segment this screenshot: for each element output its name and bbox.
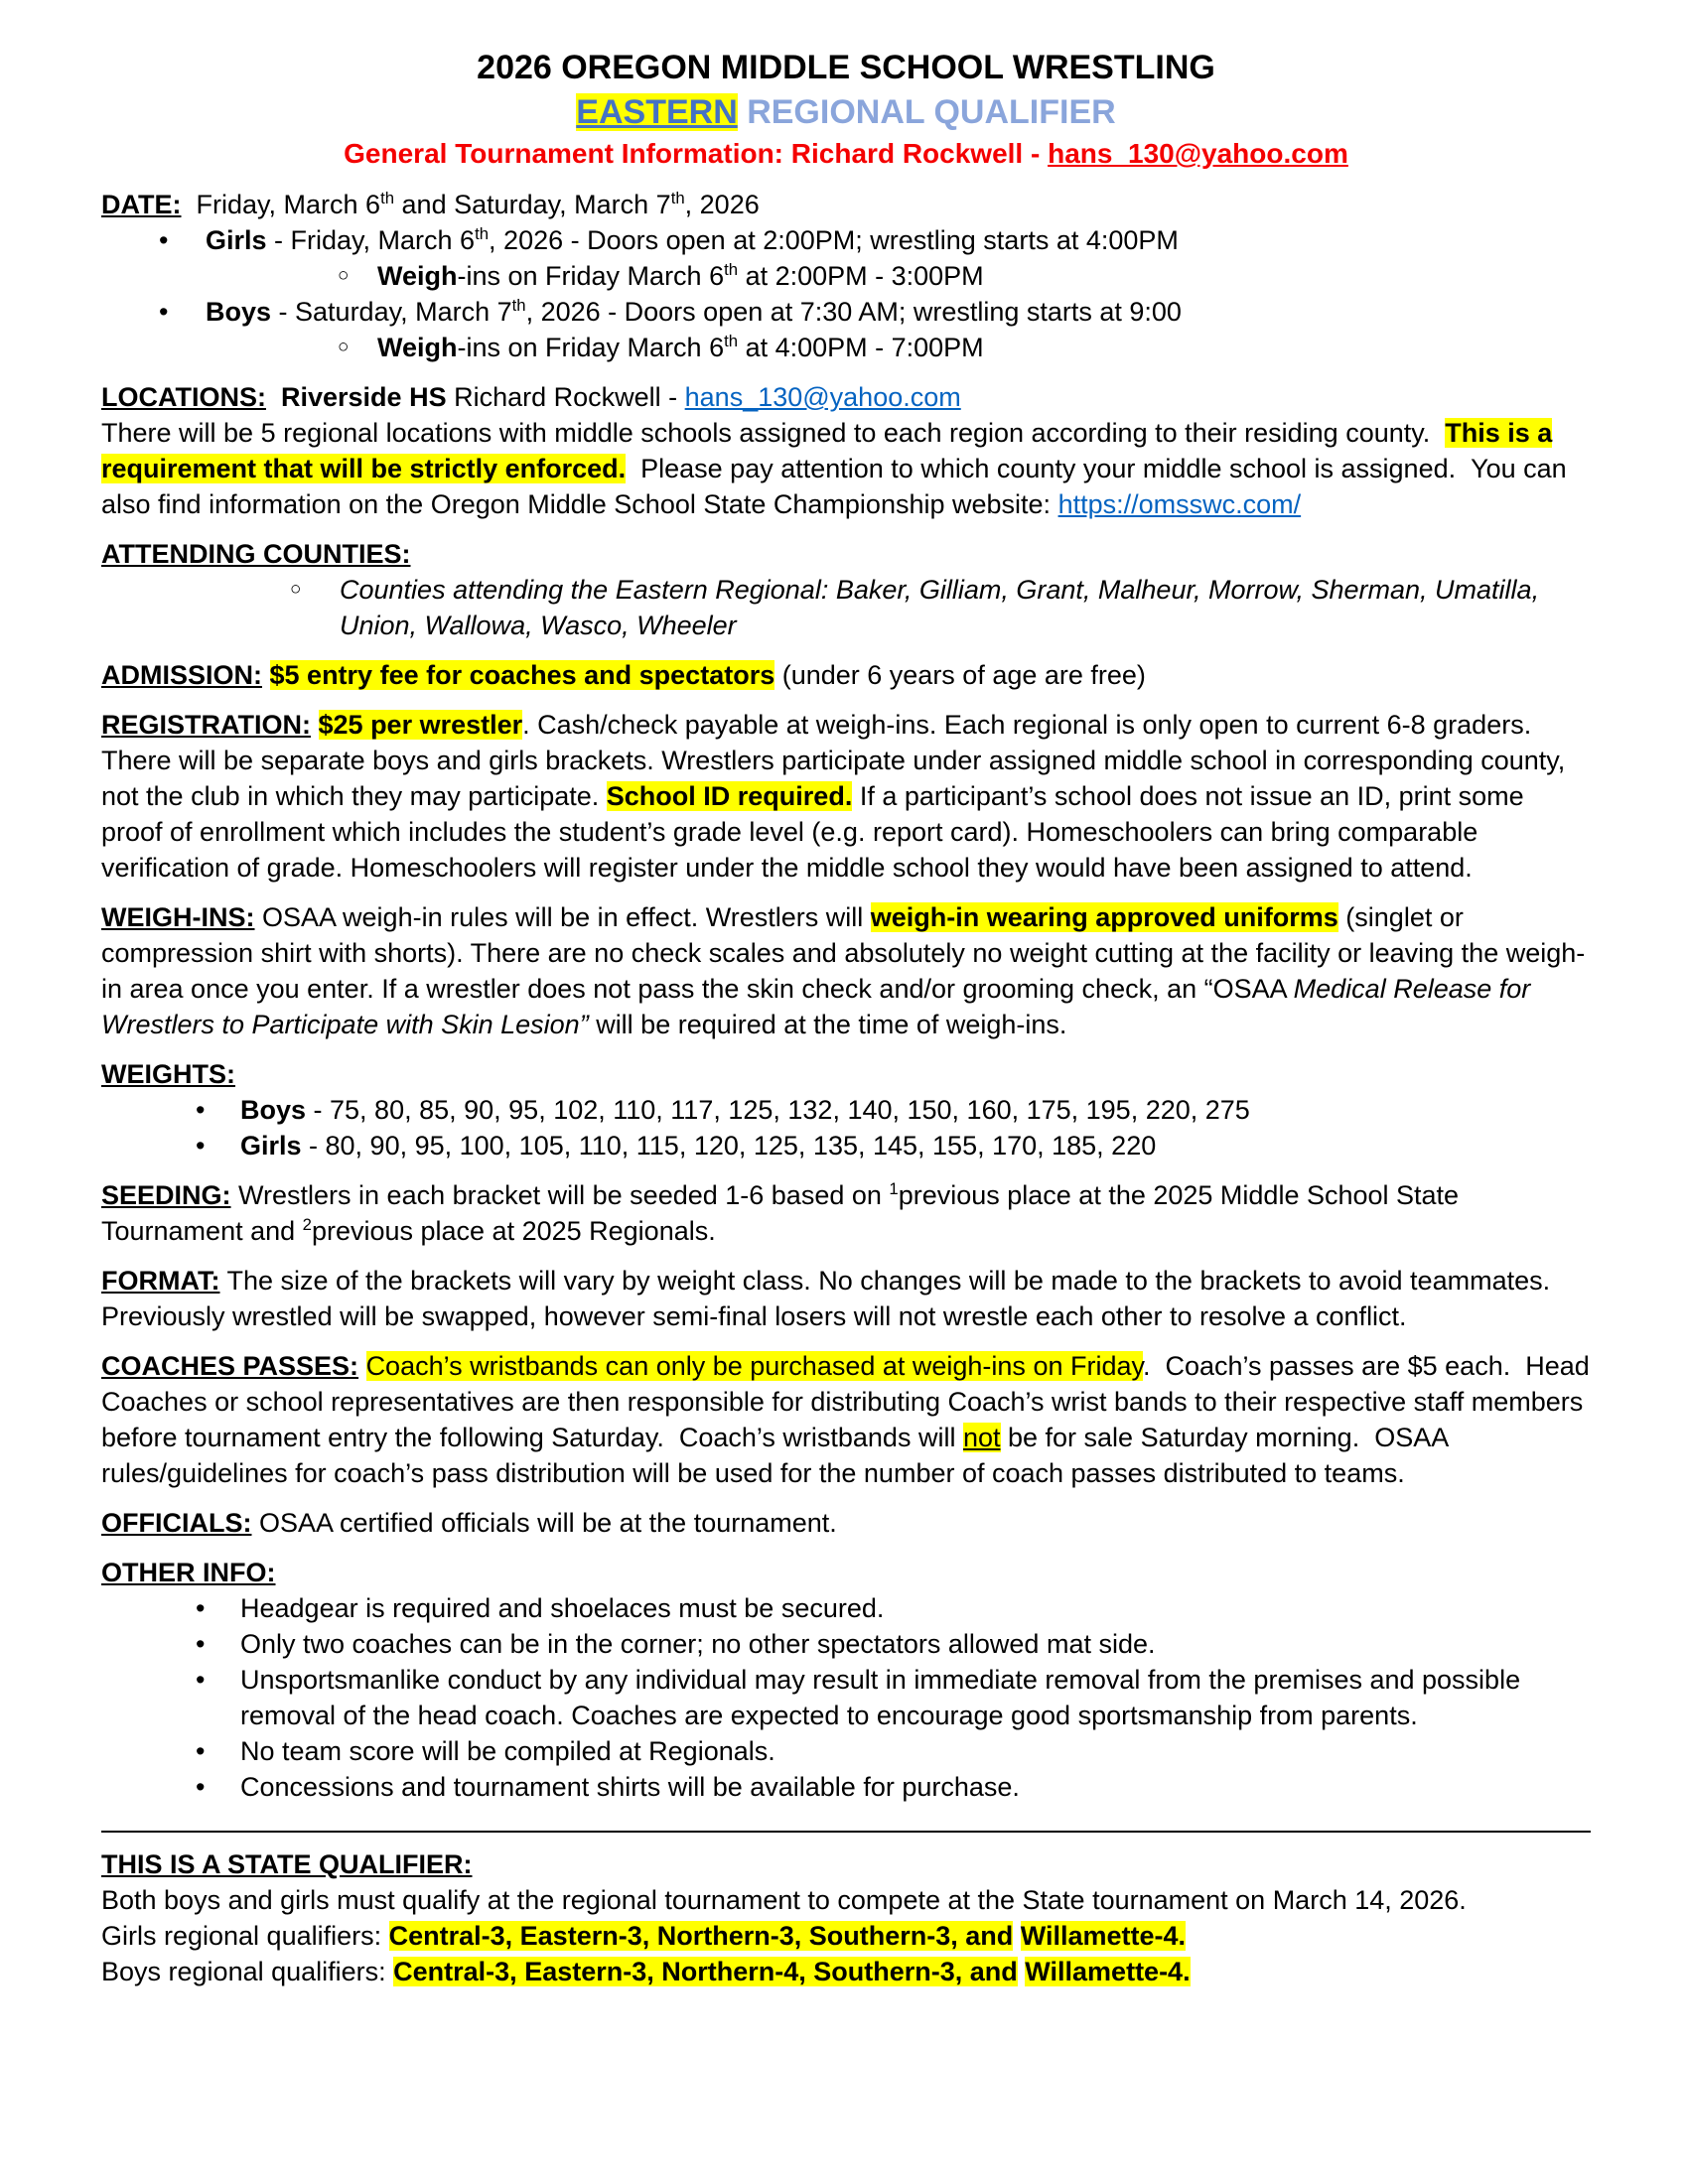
document-body: [101, 187, 1591, 1989]
text-segment: Medical Release for Wrestlers to Participate with Skin Lesion”: [101, 974, 1531, 1039]
text-segment: . Coach’s passes are $5 each. Head Coaches or school representatives are then responsible for distributing Coach’s wrist bands to their respective staff members before tournament entry the following Saturday. Coach’s wristbands will: [101, 1351, 1590, 1452]
locations-email-link[interactable]: hans_130@yahoo.com: [684, 382, 961, 412]
locations-paragraph: [101, 379, 1591, 415]
disc-bullet-icon: •: [196, 1629, 206, 1659]
tournament-info-contact: [101, 135, 1591, 173]
bullet-text: [377, 258, 1591, 294]
state-qualifier-heading: [101, 1846, 1591, 1882]
text-segment: [1013, 1921, 1021, 1951]
text-segment: WEIGHTS:: [101, 1059, 235, 1089]
text-segment: not: [962, 1423, 1001, 1452]
text-segment: Girls: [206, 225, 267, 255]
state-qualifier-paragraph: [101, 1882, 1591, 1918]
admission-paragraph: [101, 657, 1591, 693]
bullet-text: [240, 1128, 1591, 1163]
text-segment: Weigh: [377, 333, 458, 362]
text-segment: If a participant’s school does not issue an ID, print some proof of enrollment which includes the student’s grade level (e.g. report card). Homeschoolers can bring comparable verification of grade. Homeschoolers will register under the middle school they would have been assigned to attend.: [101, 781, 1524, 883]
text-segment: , 2026: [684, 190, 760, 219]
text-segment: WEIGH-INS:: [101, 902, 255, 932]
disc-bullet-icon: •: [196, 1095, 206, 1125]
text-segment: Headgear is required and shoelaces must be secured.: [240, 1593, 885, 1623]
other-info-heading: [101, 1555, 1591, 1590]
text-segment: THIS IS A STATE QUALIFIER:: [101, 1849, 473, 1879]
text-segment: previous place at the 2025 Middle School State Tournament and: [101, 1180, 1460, 1246]
text-segment: (singlet or compression shirt with shorts). There are no check scales and absolutely no weight cutting at the facility or leaving the weigh-in area once you enter. If a wrestler does not pass the skin check and/or grooming check, an “OSAA: [101, 902, 1586, 1004]
girls-qualifiers-paragraph: [101, 1918, 1591, 1954]
text-segment: - 75, 80, 85, 90, 95, 102, 110, 117, 125, 132, 140, 150, 160, 175, 195, 220, 275: [306, 1095, 1250, 1125]
officials-paragraph: [101, 1505, 1591, 1541]
text-segment: 2: [302, 1215, 312, 1234]
girls-weights-bullet: [101, 1128, 1591, 1163]
text-segment: This is a requirement that will be strictly enforced.: [101, 418, 1553, 483]
bullet-text: [377, 330, 1591, 365]
text-segment: Wrestlers in each bracket will be seeded 1-6 based on: [230, 1180, 890, 1210]
circle-bullet-icon: ○: [338, 265, 350, 286]
bullet-text: [240, 1590, 1591, 1626]
registration-paragraph: [101, 707, 1591, 886]
text-segment: OTHER INFO:: [101, 1558, 276, 1587]
bullet-text: [240, 1092, 1591, 1128]
circle-bullet-icon: ○: [290, 579, 302, 600]
header-email-link[interactable]: hans_130@yahoo.com: [1048, 138, 1348, 169]
text-segment: ADMISSION:: [101, 660, 262, 690]
text-segment: Willamette-4.: [1025, 1957, 1191, 1986]
text-segment: , 2026 - Doors open at 2:00PM; wrestling starts at 4:00PM: [489, 225, 1179, 255]
text-segment: Willamette-4.: [1020, 1921, 1187, 1951]
disc-bullet-icon: •: [196, 1736, 206, 1766]
weighins-paragraph: [101, 899, 1591, 1042]
disc-bullet-icon: •: [159, 225, 169, 255]
text-segment: COACHES PASSES:: [101, 1351, 359, 1381]
boys-qualifiers-paragraph: [101, 1954, 1591, 1989]
other-info-bullet: [101, 1733, 1591, 1769]
other-info-bullet: [101, 1769, 1591, 1805]
text-segment: Girls regional qualifiers:: [101, 1921, 389, 1951]
regional-qualifier-title: [101, 89, 1591, 135]
format-paragraph: [101, 1263, 1591, 1334]
bullet-text: [240, 1626, 1591, 1662]
page-title: [101, 46, 1591, 89]
text-segment: (under 6 years of age are free): [774, 660, 1146, 690]
text-segment: Weigh: [377, 261, 458, 291]
text-segment: Central-3, Eastern-3, Northern-3, Southern-3, and: [388, 1921, 1014, 1951]
text-segment: LOCATIONS:: [101, 382, 266, 412]
text-segment: [266, 382, 281, 412]
text-segment: Richard Rockwell -: [446, 382, 685, 412]
text-segment: th: [724, 260, 739, 279]
text-segment: Both boys and girls must qualify at the regional tournament to compete at the State tournament on March 14, 2026.: [101, 1885, 1467, 1915]
disc-bullet-icon: •: [196, 1772, 206, 1802]
text-segment: There will be 5 regional locations with middle schools assigned to each region according to their residing county.: [101, 418, 1446, 448]
text-segment: , 2026 - Doors open at 7:30 AM; wrestling starts at 9:00: [525, 297, 1182, 327]
text-segment: REGIONAL QUALIFIER: [747, 93, 1116, 131]
date-paragraph: [101, 187, 1591, 222]
bullet-text: [206, 222, 1591, 258]
divider-line: [101, 1831, 1591, 1833]
text-segment: Unsportsmanlike conduct by any individual may result in immediate removal from the premises and possible removal of the head coach. Coaches are expected to encourage good sportsmanship from parents.: [240, 1665, 1521, 1730]
text-segment: -ins on Friday March 6: [457, 261, 725, 291]
text-segment: EASTERN: [576, 93, 738, 131]
bullet-text: [340, 572, 1591, 643]
text-segment: 1: [889, 1179, 899, 1198]
text-segment: Central-3, Eastern-3, Northern-4, Southern-3, and: [393, 1957, 1018, 1986]
text-segment: Boys: [206, 297, 272, 327]
text-segment: Friday, March 6: [181, 190, 381, 219]
coaches-passes-paragraph: [101, 1348, 1591, 1491]
disc-bullet-icon: •: [196, 1665, 206, 1695]
text-segment: Coach’s wristbands can only be purchased at weigh-ins on Friday: [365, 1351, 1143, 1381]
girls-weighins-bullet: [101, 258, 1591, 294]
text-segment: at 4:00PM - 7:00PM: [738, 333, 984, 362]
text-segment: Girls: [240, 1131, 302, 1160]
other-info-bullet: [101, 1662, 1591, 1733]
text-segment: [262, 660, 270, 690]
text-segment: OSAA weigh-in rules will be in effect. Wrestlers will: [254, 902, 871, 932]
text-segment: - Saturday, March 7: [271, 297, 512, 327]
bullet-text: [240, 1662, 1591, 1733]
text-segment: th: [511, 296, 526, 315]
other-info-bullet: [101, 1626, 1591, 1662]
girls-date-bullet: [101, 222, 1591, 258]
text-segment: Boys: [240, 1095, 307, 1125]
boys-weighins-bullet: [101, 330, 1591, 365]
text-segment: SEEDING:: [101, 1180, 231, 1210]
text-segment: [738, 93, 747, 131]
text-segment: OSAA certified officials will be at the tournament.: [251, 1508, 837, 1538]
locations-detail-paragraph: [101, 415, 1591, 522]
text-segment: th: [670, 189, 685, 207]
boys-date-bullet: [101, 294, 1591, 330]
counties-bullet: [101, 572, 1591, 643]
disc-bullet-icon: •: [196, 1131, 206, 1160]
championship-website-link[interactable]: https://omsswc.com/: [1057, 489, 1302, 519]
bullet-text: [206, 294, 1591, 330]
text-segment: Counties attending the Eastern Regional: Baker, Gilliam, Grant, Malheur, Morrow, Sherman, Umatilla, Union, Wallowa, Wasco, Wheeler: [340, 575, 1540, 640]
weights-heading: [101, 1056, 1591, 1092]
seeding-paragraph: [101, 1177, 1591, 1249]
text-segment: - Friday, March 6: [266, 225, 476, 255]
text-segment: [311, 710, 319, 740]
text-segment: [358, 1351, 366, 1381]
bullet-text: [240, 1733, 1591, 1769]
boys-weights-bullet: [101, 1092, 1591, 1128]
text-segment: Richard Rockwell -: [783, 138, 1049, 169]
bullet-text: [240, 1769, 1591, 1805]
text-segment: School ID required.: [606, 781, 853, 811]
text-segment: DATE:: [101, 190, 182, 219]
text-segment: Please pay attention to which county your middle school is assigned. You can also find information on the Oregon Middle School State Championship website:: [101, 454, 1567, 519]
text-segment: th: [724, 332, 739, 350]
text-segment: General Tournament Information:: [344, 138, 784, 169]
text-segment: - 80, 90, 95, 100, 105, 110, 115, 120, 125, 135, 145, 155, 170, 185, 220: [301, 1131, 1157, 1160]
text-segment: Riverside HS: [281, 382, 447, 412]
text-segment: th: [475, 224, 490, 243]
text-segment: will be required at the time of weigh-ins.: [588, 1010, 1067, 1039]
text-segment: 2026 OREGON MIDDLE SCHOOL WRESTLING: [477, 49, 1215, 86]
text-segment: FORMAT:: [101, 1266, 220, 1296]
text-segment: REGISTRATION:: [101, 710, 311, 740]
text-segment: Only two coaches can be in the corner; no other spectators allowed mat side.: [240, 1629, 1156, 1659]
text-segment: at 2:00PM - 3:00PM: [738, 261, 984, 291]
text-segment: Boys regional qualifiers:: [101, 1957, 394, 1986]
text-segment: ATTENDING COUNTIES:: [101, 539, 411, 569]
text-segment: th: [380, 189, 395, 207]
text-segment: -ins on Friday March 6: [457, 333, 725, 362]
text-segment: . Cash/check payable at weigh-ins. Each regional is only open to current 6-8 graders. There will be separate boys and girls brackets. Wrestlers participate under assigned middle school in corresponding county, not the club in which they may participate.: [101, 710, 1566, 811]
text-segment: $5 entry fee for coaches and spectators: [269, 660, 775, 690]
other-info-bullet: [101, 1590, 1591, 1626]
text-segment: No team score will be compiled at Regionals.: [240, 1736, 775, 1766]
disc-bullet-icon: •: [196, 1593, 206, 1623]
text-segment: The size of the brackets will vary by weight class. No changes will be made to the brackets to avoid teammates. Previously wrestled will be swapped, however semi-final losers will not wrestle each other to resolve a conflict.: [101, 1266, 1551, 1331]
text-segment: be for sale Saturday morning. OSAA rules/guidelines for coach’s pass distribution will be used for the number of coach passes distributed to teams.: [101, 1423, 1448, 1488]
text-segment: previous place at 2025 Regionals.: [311, 1216, 716, 1246]
text-segment: $25 per wrestler: [318, 710, 523, 740]
circle-bullet-icon: ○: [338, 337, 350, 357]
disc-bullet-icon: •: [159, 297, 169, 327]
text-segment: OFFICIALS:: [101, 1508, 252, 1538]
text-segment: Concessions and tournament shirts will be available for purchase.: [240, 1772, 1020, 1802]
text-segment: weigh-in wearing approved uniforms: [870, 902, 1338, 932]
text-segment: and Saturday, March 7: [394, 190, 671, 219]
attending-counties-heading: [101, 536, 1591, 572]
